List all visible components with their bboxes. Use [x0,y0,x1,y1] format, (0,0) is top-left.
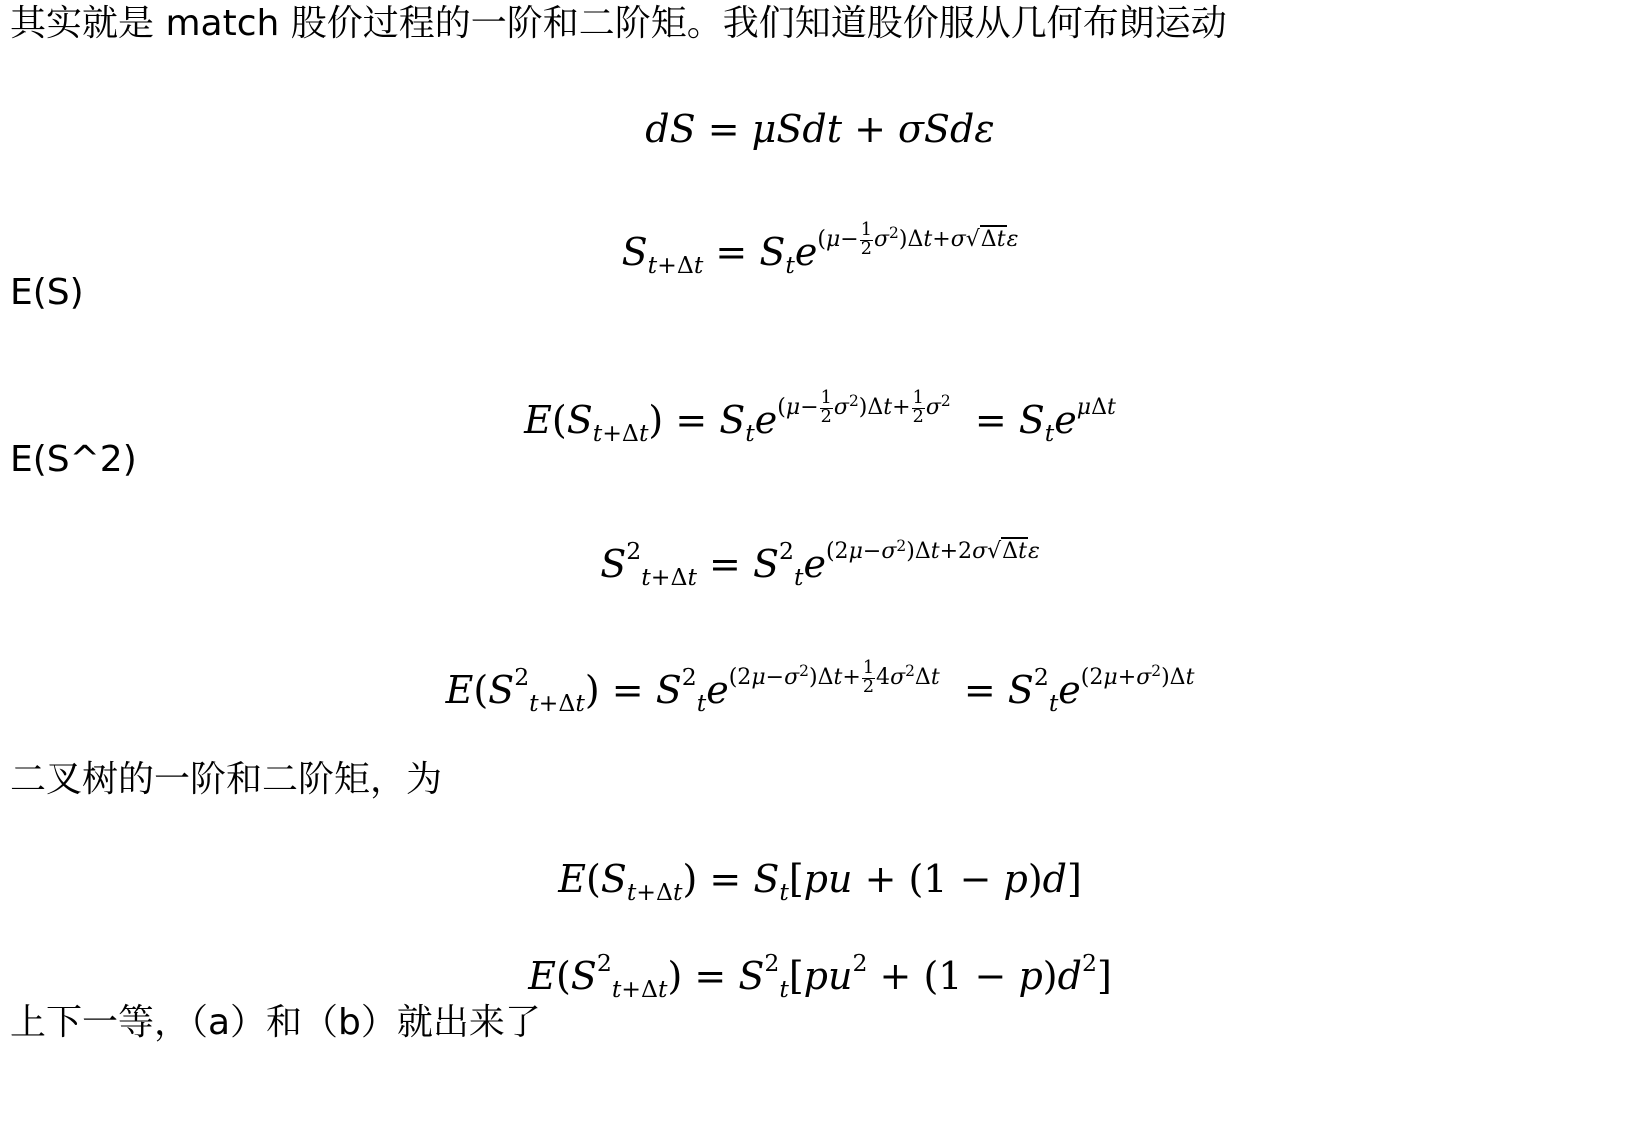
equation-gbm: dS = μSdt + σSdε [645,107,995,151]
tree-intro-text: 二叉树的一阶和二阶矩，为 [10,759,443,800]
equation-square: $S^2_{t+\Delta t} = S^2_te^{(2\mu-\sigma^2)\Delta t+2\sigma√\Delta t\varepsilon}$ [600,536,1040,592]
equation-tree-square: $E(S^2_{t+\Delta t}) = S^2_t[pu^2 + (1 - p)d^2]$ [528,949,1112,1004]
equation-gbm-solution: $S_{t+\Delta t} = S_te^{(\mu- \frac{1}{2} \sigma^2)\Delta t+\sigma√\Delta t\varepsilon}$ [621,220,1019,280]
intro-text: 其实就是 match 股价过程的一阶和二阶矩。我们知道股价服从几何布朗运动 [10,3,1227,44]
equation-tree-mean: $E(S_{t+\Delta t}) = S_t[pu + (1 - p)d]$ [558,857,1082,907]
es2-label: E(S^2) [10,439,137,480]
es-label: E(S) [10,272,84,313]
equation-square-mean: $E(S^2_{t+\Delta t}) = S^2_te^{(2\mu-\sigma^2)\Delta t+ \frac{1}{2} 4\sigma^2\Delta t} = S^2_te^{(2\mu+\sigma^2)\Delta t}$ [445,658,1195,718]
conclusion-text: 上下一等，（a）和（b）就出来了 [10,1002,541,1043]
equation-mean: $E(S_{t+\Delta t}) = S_te^{(\mu- \frac{1}{2} \sigma^2)\Delta t+ \frac{1}{2} \sigma^2} = S_te^{\mu\Delta t}$ [524,388,1116,448]
